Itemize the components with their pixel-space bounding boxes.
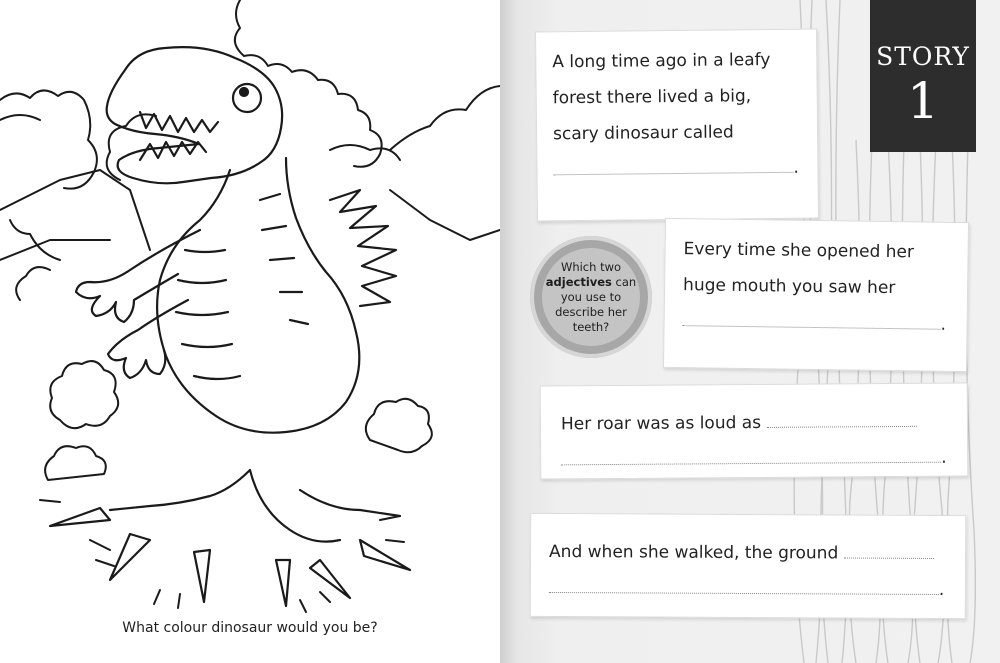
answer-line-end: .: [793, 157, 799, 178]
answer-line[interactable]: [549, 570, 965, 608]
hint-line-rest: can: [611, 274, 637, 289]
tree-canopy-right: [235, 0, 500, 167]
prompt-text: Her roar was as loud as: [560, 412, 762, 435]
story-prompt-card-2: [663, 218, 969, 372]
story-prompt-card-1: [535, 29, 819, 222]
prompt-text-line: [549, 534, 965, 572]
story-prompt-card-3: [540, 383, 969, 480]
prompt-text-line: [561, 404, 967, 443]
answer-line-end: .: [938, 579, 945, 601]
prompt-text-line: Every time she opened her: [683, 239, 915, 263]
prompt-text-line: huge mouth you saw her: [682, 275, 896, 299]
prompt-text-line: scary dinosaur called: [552, 122, 734, 145]
answer-line-end: .: [940, 314, 947, 335]
story-number-badge: [870, 0, 976, 152]
motion-lines: [40, 500, 404, 612]
adjectives-hint-bubble: [530, 236, 652, 358]
answer-line[interactable]: [682, 303, 966, 343]
answer-line[interactable]: [844, 542, 934, 559]
answer-line[interactable]: [766, 410, 916, 428]
answer-line[interactable]: [553, 150, 817, 189]
hint-line: [546, 275, 636, 290]
hint-line: you use to: [560, 289, 622, 304]
right-page: [500, 0, 1000, 663]
hill-right: [390, 190, 500, 240]
story-prompt-card-4: [530, 513, 967, 619]
story-label: STORY: [876, 42, 970, 71]
hint-bubble-inner: [542, 248, 640, 346]
tree-canopy-middle: [10, 114, 400, 260]
answer-line-end: .: [941, 447, 947, 468]
answer-line[interactable]: [561, 440, 967, 479]
dinosaur: [50, 47, 410, 606]
prompt-text: And when she walked, the ground: [549, 541, 839, 564]
hint-keyword: adjectives: [545, 274, 612, 289]
story-number: 1: [907, 72, 939, 130]
hint-line: Which two: [560, 259, 622, 274]
hint-line: describe her: [555, 304, 627, 319]
prompt-text-line: A long time ago in a leafy: [552, 50, 771, 73]
hill-left: [0, 170, 150, 260]
hint-line: teeth?: [572, 319, 610, 334]
prompt-text-line: forest there lived a big,: [552, 86, 752, 109]
bush-left: [45, 361, 118, 480]
left-page-caption: What colour dinosaur would you be?: [122, 620, 378, 636]
